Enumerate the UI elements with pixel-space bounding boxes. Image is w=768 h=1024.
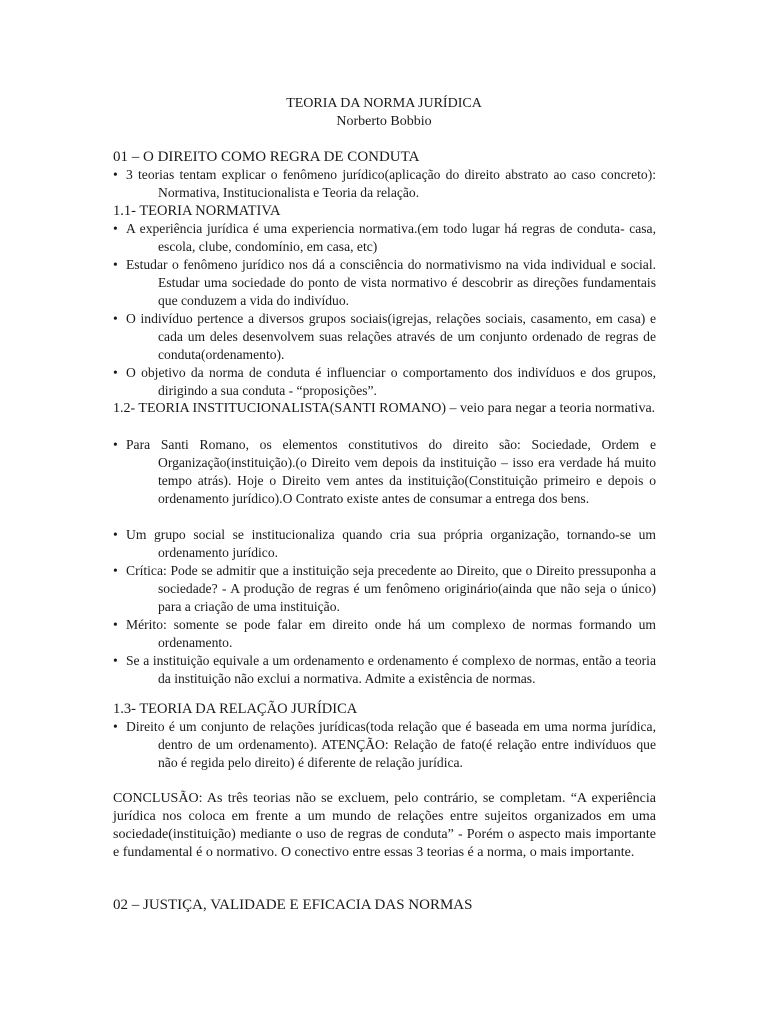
bullet-text: 3 teorias tentam explicar o fenômeno jurídico(aplicação do direito abstrato ao caso concreto): Normativa, Institucionalista e Teoria da relação. [126,167,656,200]
section-2-heading: 02 – JUSTIÇA, VALIDADE E EFICACIA DAS NORMAS [113,897,473,913]
bullet-text: Crítica: Pode se admitir que a instituição seja precedente ao Direito, que o Direito pressuponha a sociedade? - A produção de regras é um fenômeno originário(ainda que não seja o único) para a criação de uma instituição. [126,563,656,614]
bullet-text: Mérito: somente se pode falar em direito onde há um complexo de normas formando um ordenamento. [126,617,656,650]
bullet-marker: • [113,563,118,578]
bullet-text: Estudar o fenômeno jurídico nos dá a consciência do normativismo na vida individual e social. Estudar uma sociedade do ponto de vista normativo é descobrir as direções fundamentais que conduzem a vida do indivíduo. [126,257,656,308]
subsection-1-1-bullet [113,256,656,310]
subsection-1-1-heading: 1.1- TEORIA NORMATIVA [113,203,281,219]
bullet-text: O indivíduo pertence a diversos grupos sociais(igrejas, relações sociais, casamento, em casa) e cada um deles desenvolvem suas relações através de um conjunto ordenado de regras de conduta(ordenamento). [126,311,656,362]
bullet-marker: • [113,653,118,668]
bullet-marker: • [113,527,118,542]
bullet-marker: • [113,617,118,632]
bullet-text: A experiência jurídica é uma experiencia normativa.(em todo lugar há regras de conduta- casa, escola, clube, condomínio, em casa, etc) [126,221,656,254]
subsection-1-1-bullet [113,220,656,256]
bullet-text: Se a instituição equivale a um ordenamento e ordenamento é complexo de normas, então a teoria da instituição não exclui a normativa. Admite a existência de normas. [126,653,656,686]
subsection-1-3-heading: 1.3- TEORIA DA RELAÇÃO JURÍDICA [113,701,358,717]
section-1-heading: 01 – O DIREITO COMO REGRA DE CONDUTA [113,149,420,165]
section-1-bullet [113,166,656,202]
subsection-1-1-bullet [113,364,656,400]
conclusion-paragraph: CONCLUSÃO: As três teorias não se excluem, pelo contrário, se completam. “A experiência jurídica nos coloca em frente a um mundo de relações entre sujeitos organizados em uma sociedade(instituição) mediante o uso de regras de conduta” - Porém o aspecto mais importante e fundamental é o normativo. O conectivo entre essas 3 teorias é a norma, o mais importante. [113,791,656,860]
subsection-1-2-bullet [113,652,656,688]
bullet-marker: • [113,719,118,734]
subsection-1-2-bullet [113,436,656,508]
bullet-text: Direito é um conjunto de relações jurídicas(toda relação que é baseada em uma norma jurídica, dentro de um ordenamento). ATENÇÃO: Relação de fato(é relação entre indivíduos que não é regida pelo direito) é diferente de relação jurídica. [126,719,656,770]
subsection-1-1-bullet [113,310,656,364]
subsection-1-2-bullet [113,616,656,652]
document-author: Norberto Bobbio [336,114,432,129]
bullet-marker: • [113,437,118,452]
subsection-1-2-bullet [113,526,656,562]
bullet-marker: • [113,167,118,182]
subsection-1-2-heading: 1.2- TEORIA INSTITUCIONALISTA(SANTI ROMANO) – veio para negar a teoria normativa. [113,401,656,416]
bullet-marker: • [113,365,118,380]
bullet-text: O objetivo da norma de conduta é influenciar o comportamento dos indivíduos e dos grupos, dirigindo a sua conduta - “proposições”. [126,365,656,398]
bullet-marker: • [113,257,118,272]
subsection-1-2-bullet [113,562,656,616]
document-title: TEORIA DA NORMA JURÍDICA [286,96,482,111]
bullet-marker: • [113,311,118,326]
bullet-text: Para Santi Romano, os elementos constitutivos do direito são: Sociedade, Ordem e Organização(instituição).(o Direito vem depois da instituição – isso era verdade há muito tempo atrás). Hoje o Direito vem antes da instituição(Constituição primeiro e depois o ordenamento jurídico).O Contrato existe antes de consumar a entrega dos bens. [126,437,656,506]
bullet-marker: • [113,221,118,236]
subsection-1-3-bullet [113,718,656,772]
bullet-text: Um grupo social se institucionaliza quando cria sua própria organização, tornando-se um ordenamento jurídico. [126,527,656,560]
